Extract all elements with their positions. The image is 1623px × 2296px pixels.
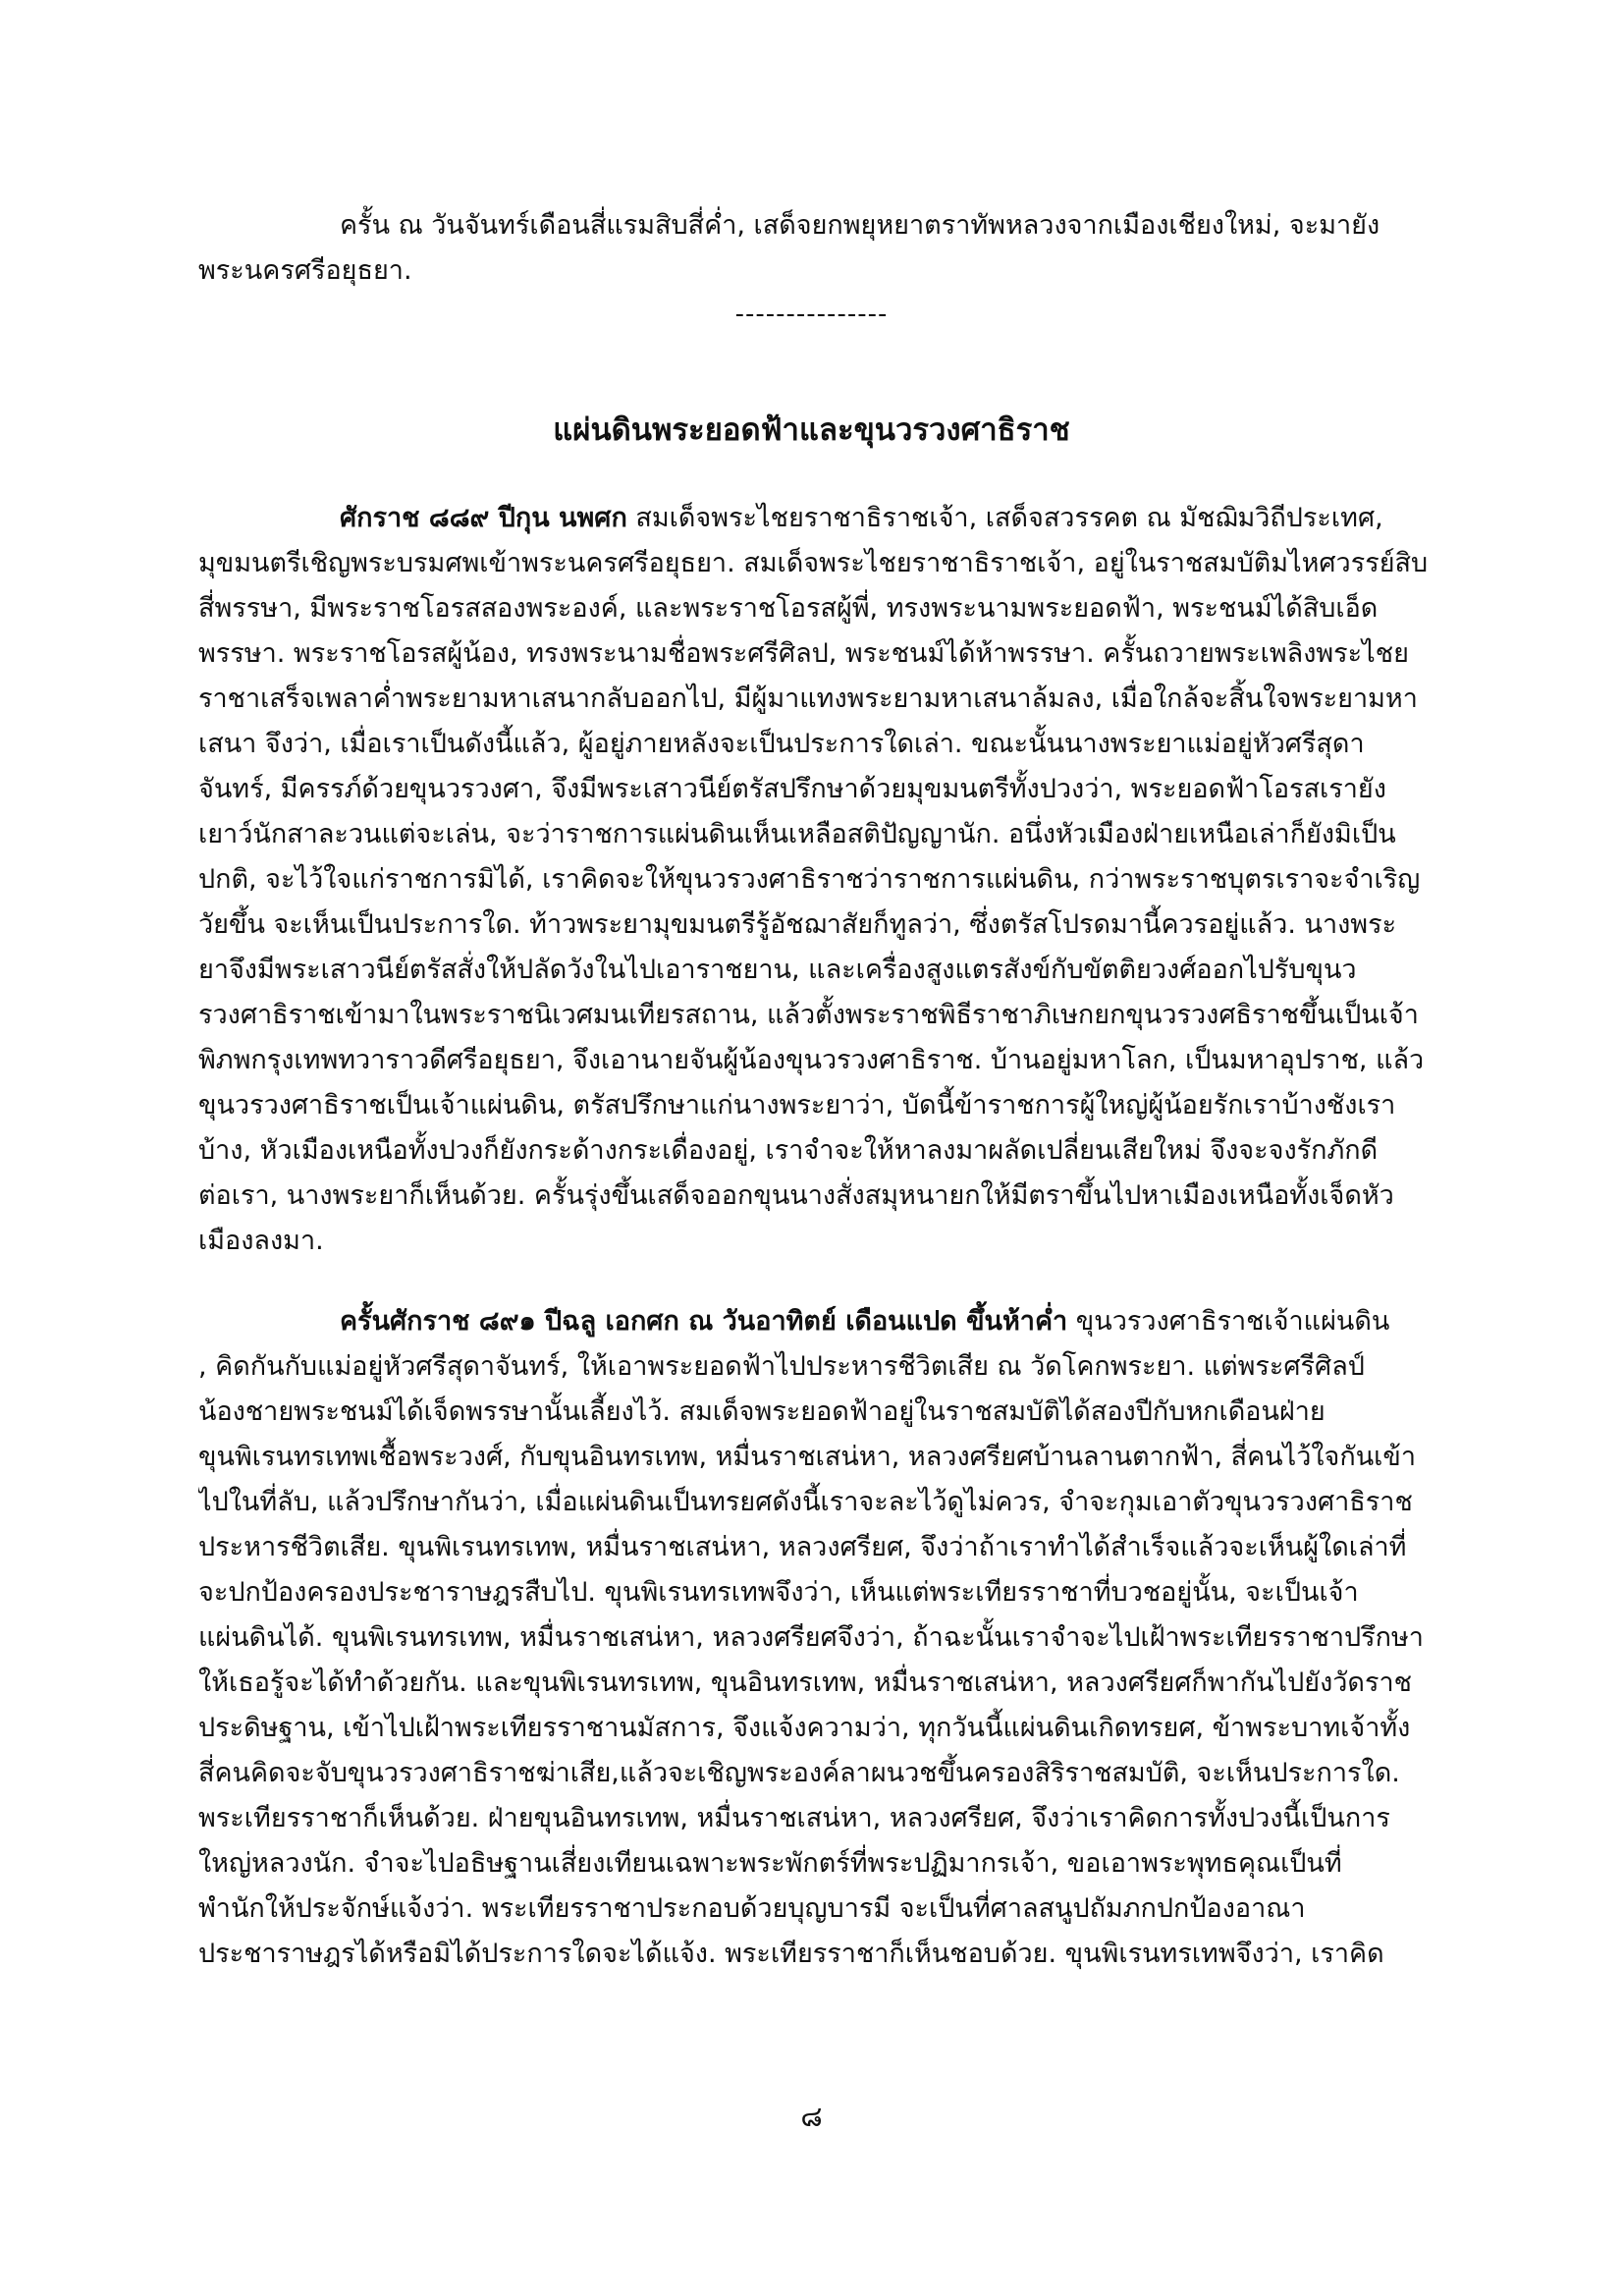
intro-paragraph [198, 203, 1428, 294]
chapter-title: แผ่นดินพระยอดฟ้าและขุนวรวงศาธิราช [553, 412, 1070, 448]
paragraph-1-line-14: ขุนวรวงศาธิราชเป็นเจ้าแผ่นดิน, ตรัสปรึกษาแก่นางพระยาว่า, บัดนี้ข้าราชการผู้ใหญ่ผู้น้อยรักเราบ้างชังเรา [198, 1090, 1396, 1121]
paragraph-1-line-3: สี่พรรษา, มีพระราชโอรสสองพระองค์, และพระราชโอรสผู้พี่, ทรงพระนามพระยอดฟ้า, พระชนม์ได้สิบเอ็ด [198, 593, 1379, 624]
paragraph-1-line-5: ราชาเสร็จเพลาค่ำพระยามหาเสนากลับออกไป, มีผู้มาแทงพระยามหาเสนาล้มลง, เมื่อใกล้จะสิ้นใจพระยามหา [198, 683, 1418, 714]
paragraph-1-line-15: บ้าง, หัวเมืองเหนือทั้งปวงก็ยังกระด้างกระเดื่องอยู่, เราจำจะให้หาลงมาผลัดเปลี่ยนเสียใหม่ จึงจะจงรักภักดี [198, 1135, 1379, 1166]
intro-line-2: พระนครศรีอยุธยา. [198, 255, 412, 286]
paragraph-1-line-1 [198, 496, 1428, 541]
paragraph-1-line-16: ต่อเรา, นางพระยาก็เห็นด้วย. ครั้นรุ่งขึ้นเสด็จออกขุนนางสั่งสมุหนายกให้มีตราขึ้นไปหาเมืองเหนือทั้งเจ็ดหัว [198, 1180, 1394, 1211]
paragraph-1-line-12: รวงศาธิราชเข้ามาในพระราชนิเวศมนเทียรสถาน, แล้วตั้งพระราชพิธีราชาภิเษกยกขุนวรวงศธิราชขึ้นเป็นเจ้า [198, 1000, 1419, 1030]
paragraph-2-line-16 [198, 1977, 1428, 2022]
paragraph-2-line-3: น้องชายพระชนม์ได้เจ็ดพรรษานั้นเลี้ยงไว้. สมเด็จพระยอดฟ้าอยู่ในราชสมบัติได้สองปีกับหกเดือนฝ่าย [198, 1396, 1325, 1427]
paragraph-2-first-text: ขุนวรวงศาธิราชเจ้าแผ่นดิน [1067, 1306, 1390, 1337]
paragraph-2-lead: ครั้นศักราช ๘๙๑ ปีฉลู เอกศก ณ วันอาทิตย์ เดือนแปด ขึ้นห้าค่ำ [340, 1306, 1068, 1337]
paragraph-2-line-10: ประดิษฐาน, เข้าไปเฝ้าพระเทียรราชานมัสการ, จึงแจ้งความว่า, ทุกวันนี้แผ่นดินเกิดทรยศ, ข้าพระบาทเจ้าทั้ง [198, 1713, 1411, 1743]
paragraph-2-line-9: ให้เธอรู้จะได้ทำด้วยกัน. และขุนพิเรนทรเทพ, ขุนอินทรเทพ, หมื่นราชเสน่หา, หลวงศรียศก็พากันไปยังวัดราช [198, 1667, 1412, 1698]
paragraph-2-line-7: จะปกป้องครองประชาราษฎรสืบไป. ขุนพิเรนทรเทพจึงว่า, เห็นแต่พระเทียรราชาที่บวชอยู่นั้น, จะเป็นเจ้า [198, 1577, 1359, 1608]
paragraph-1-lead: ศักราช ๘๘๙ ปีกุน นพศก [340, 503, 627, 533]
paragraph-2-line-4: ขุนพิเรนทรเทพเชื้อพระวงศ์, กับขุนอินทรเทพ, หมื่นราชเสน่หา, หลวงศรียศบ้านลานตากฟ้า, สี่คนไว้ใจกันเข้า [198, 1442, 1417, 1472]
paragraph-2-line-15: ประชาราษฎรได้หรือมิได้ประการใดจะได้แจ้ง. พระเทียรราชาก็เห็นชอบด้วย. ขุนพิเรนทรเทพจึงว่า, เราคิด [198, 1939, 1384, 1969]
paragraph-1-first-text: สมเด็จพระไชยราชาธิราชเจ้า, เสด็จสวรรคต ณ มัชฌิมวิถีประเทศ, [626, 503, 1383, 533]
paragraph-2-line-1 [198, 1299, 1428, 1344]
paragraph-1-line-17: เมืองลงมา. [198, 1226, 324, 1256]
paragraph-1-line-4: พรรษา. พระราชโอรสผู้น้อง, ทรงพระนามชื่อพระศรีศิลป, พระชนม์ได้ห้าพรรษา. ครั้นถวายพระเพลิงพระไชย [198, 638, 1409, 669]
paragraph-2-line-11: สี่คนคิดจะจับขุนวรวงศาธิราชฆ่าเสีย,แล้วจะเชิญพระองค์ลาผนวชขึ้นครองสิริราชสมบัติ, จะเห็นประการใด. [198, 1758, 1400, 1788]
paragraph-2 [198, 1299, 1428, 2022]
paragraph-1-line-6: เสนา จึงว่า, เมื่อเราเป็นดังนี้แล้ว, ผู้อยู่ภายหลังจะเป็นประการใดเล่า. ขณะนั้นนางพระยาแม่อยู่หัวศรีสุดา [198, 729, 1365, 759]
section-divider: --------------- [734, 300, 889, 329]
page-number: ๘ [800, 2100, 823, 2133]
paragraph-2-line-5: ไปในที่ลับ, แล้วปรึกษากันว่า, เมื่อแผ่นดินเป็นทรยศดังนี้เราจะละไว้ดูไม่ควร, จำจะกุมเอาตัวขุนวรวงศาธิราช [198, 1487, 1413, 1517]
paragraph-1-line-2: มุขมนตรีเชิญพระบรมศพเข้าพระนครศรีอยุธยา. สมเด็จพระไชยราชาธิราชเจ้า, อยู่ในราชสมบัติมไหศวรรย์สิบ [198, 548, 1428, 578]
paragraph-1-line-8: เยาว์นักสาละวนแต่จะเล่น, จะว่าราชการแผ่นดินเห็นเหลือสติปัญญานัก. อนึ่งหัวเมืองฝ่ายเหนือเล่าก็ยังมิเป็น [198, 819, 1396, 849]
paragraph-2-line-8: แผ่นดินได้. ขุนพิเรนทรเทพ, หมื่นราชเสน่หา, หลวงศรียศจึงว่า, ถ้าฉะนั้นเราจำจะไปเฝ้าพระเทียรราชาปรึกษา [198, 1622, 1424, 1653]
paragraph-2-line-6: ประหารชีวิตเสีย. ขุนพิเรนทรเทพ, หมื่นราชเสน่หา, หลวงศรียศ, จึงว่าถ้าเราทำได้สำเร็จแล้วจะเห็นผู้ใดเล่าที่ [198, 1532, 1407, 1562]
paragraph-1-line-9: ปกติ, จะไว้ใจแก่ราชการมิได้, เราคิดจะให้ขุนวรวงศาธิราชว่าราชการแผ่นดิน, กว่าพระราชบุตรเราจะจำเริญ [198, 864, 1421, 895]
paragraph-1-line-10: วัยขึ้น จะเห็นเป็นประการใด. ท้าวพระยามุขมนตรีรู้อัชฌาสัยก็ทูลว่า, ซึ่งตรัสโปรดมานี้ควรอยู่แล้ว. นางพระ [198, 909, 1397, 940]
paragraph-1 [198, 496, 1428, 1264]
paragraph-2-line-14: พำนักให้ประจักษ์แจ้งว่า. พระเทียรราชาประกอบด้วยบุญบารมี จะเป็นที่ศาลสนูปถัมภกปกป้องอาณา [198, 1893, 1306, 1924]
paragraph-1-line-11: ยาจึงมีพระเสาวนีย์ตรัสสั่งให้ปลัดวังในไปเอาราชยาน, และเครื่องสูงแตรสังข์กับขัตติยวงศ์ออกไปรับขุนว [198, 955, 1357, 985]
paragraph-2-line-2: , คิดกันกับแม่อยู่หัวศรีสุดาจันทร์, ให้เอาพระยอดฟ้าไปประหารชีวิตเสีย ณ วัดโคกพระยา. แต่พระศรีศิลป์ [198, 1351, 1365, 1382]
intro-line-1: ครั้น ณ วันจันทร์เดือนสี่แรมสิบสี่ค่ำ, เสด็จยกพยุหยาตราทัพหลวงจากเมืองเชียงใหม่, จะมายัง [340, 210, 1380, 241]
paragraph-2-line-12: พระเทียรราชาก็เห็นด้วย. ฝ่ายขุนอินทรเทพ, หมื่นราชเสน่หา, หลวงศรียศ, จึงว่าเราคิดการทั้งปวงนี้เป็นการ [198, 1803, 1390, 1833]
paragraph-2-line-13: ใหญ่หลวงนัก. จำจะไปอธิษฐานเสี่ยงเทียนเฉพาะพระพักตร์ที่พระปฏิมากรเจ้า, ขอเอาพระพุทธคุณเป็นที่ [198, 1848, 1342, 1879]
paragraph-1-line-7: จันทร์, มีครรภ์ด้วยขุนวรวงศา, จึงมีพระเสาวนีย์ตรัสปรึกษาด้วยมุขมนตรีทั้งปวงว่า, พระยอดฟ้าโอรสเรายัง [198, 774, 1386, 804]
paragraph-1-line-13: พิภพกรุงเทพทวาราวดีศรีอยุธยา, จึงเอานายจันผู้น้องขุนวรวงศาธิราช. บ้านอยู่มหาโลก, เป็นมหาอุปราช, แล้ว [198, 1045, 1425, 1075]
